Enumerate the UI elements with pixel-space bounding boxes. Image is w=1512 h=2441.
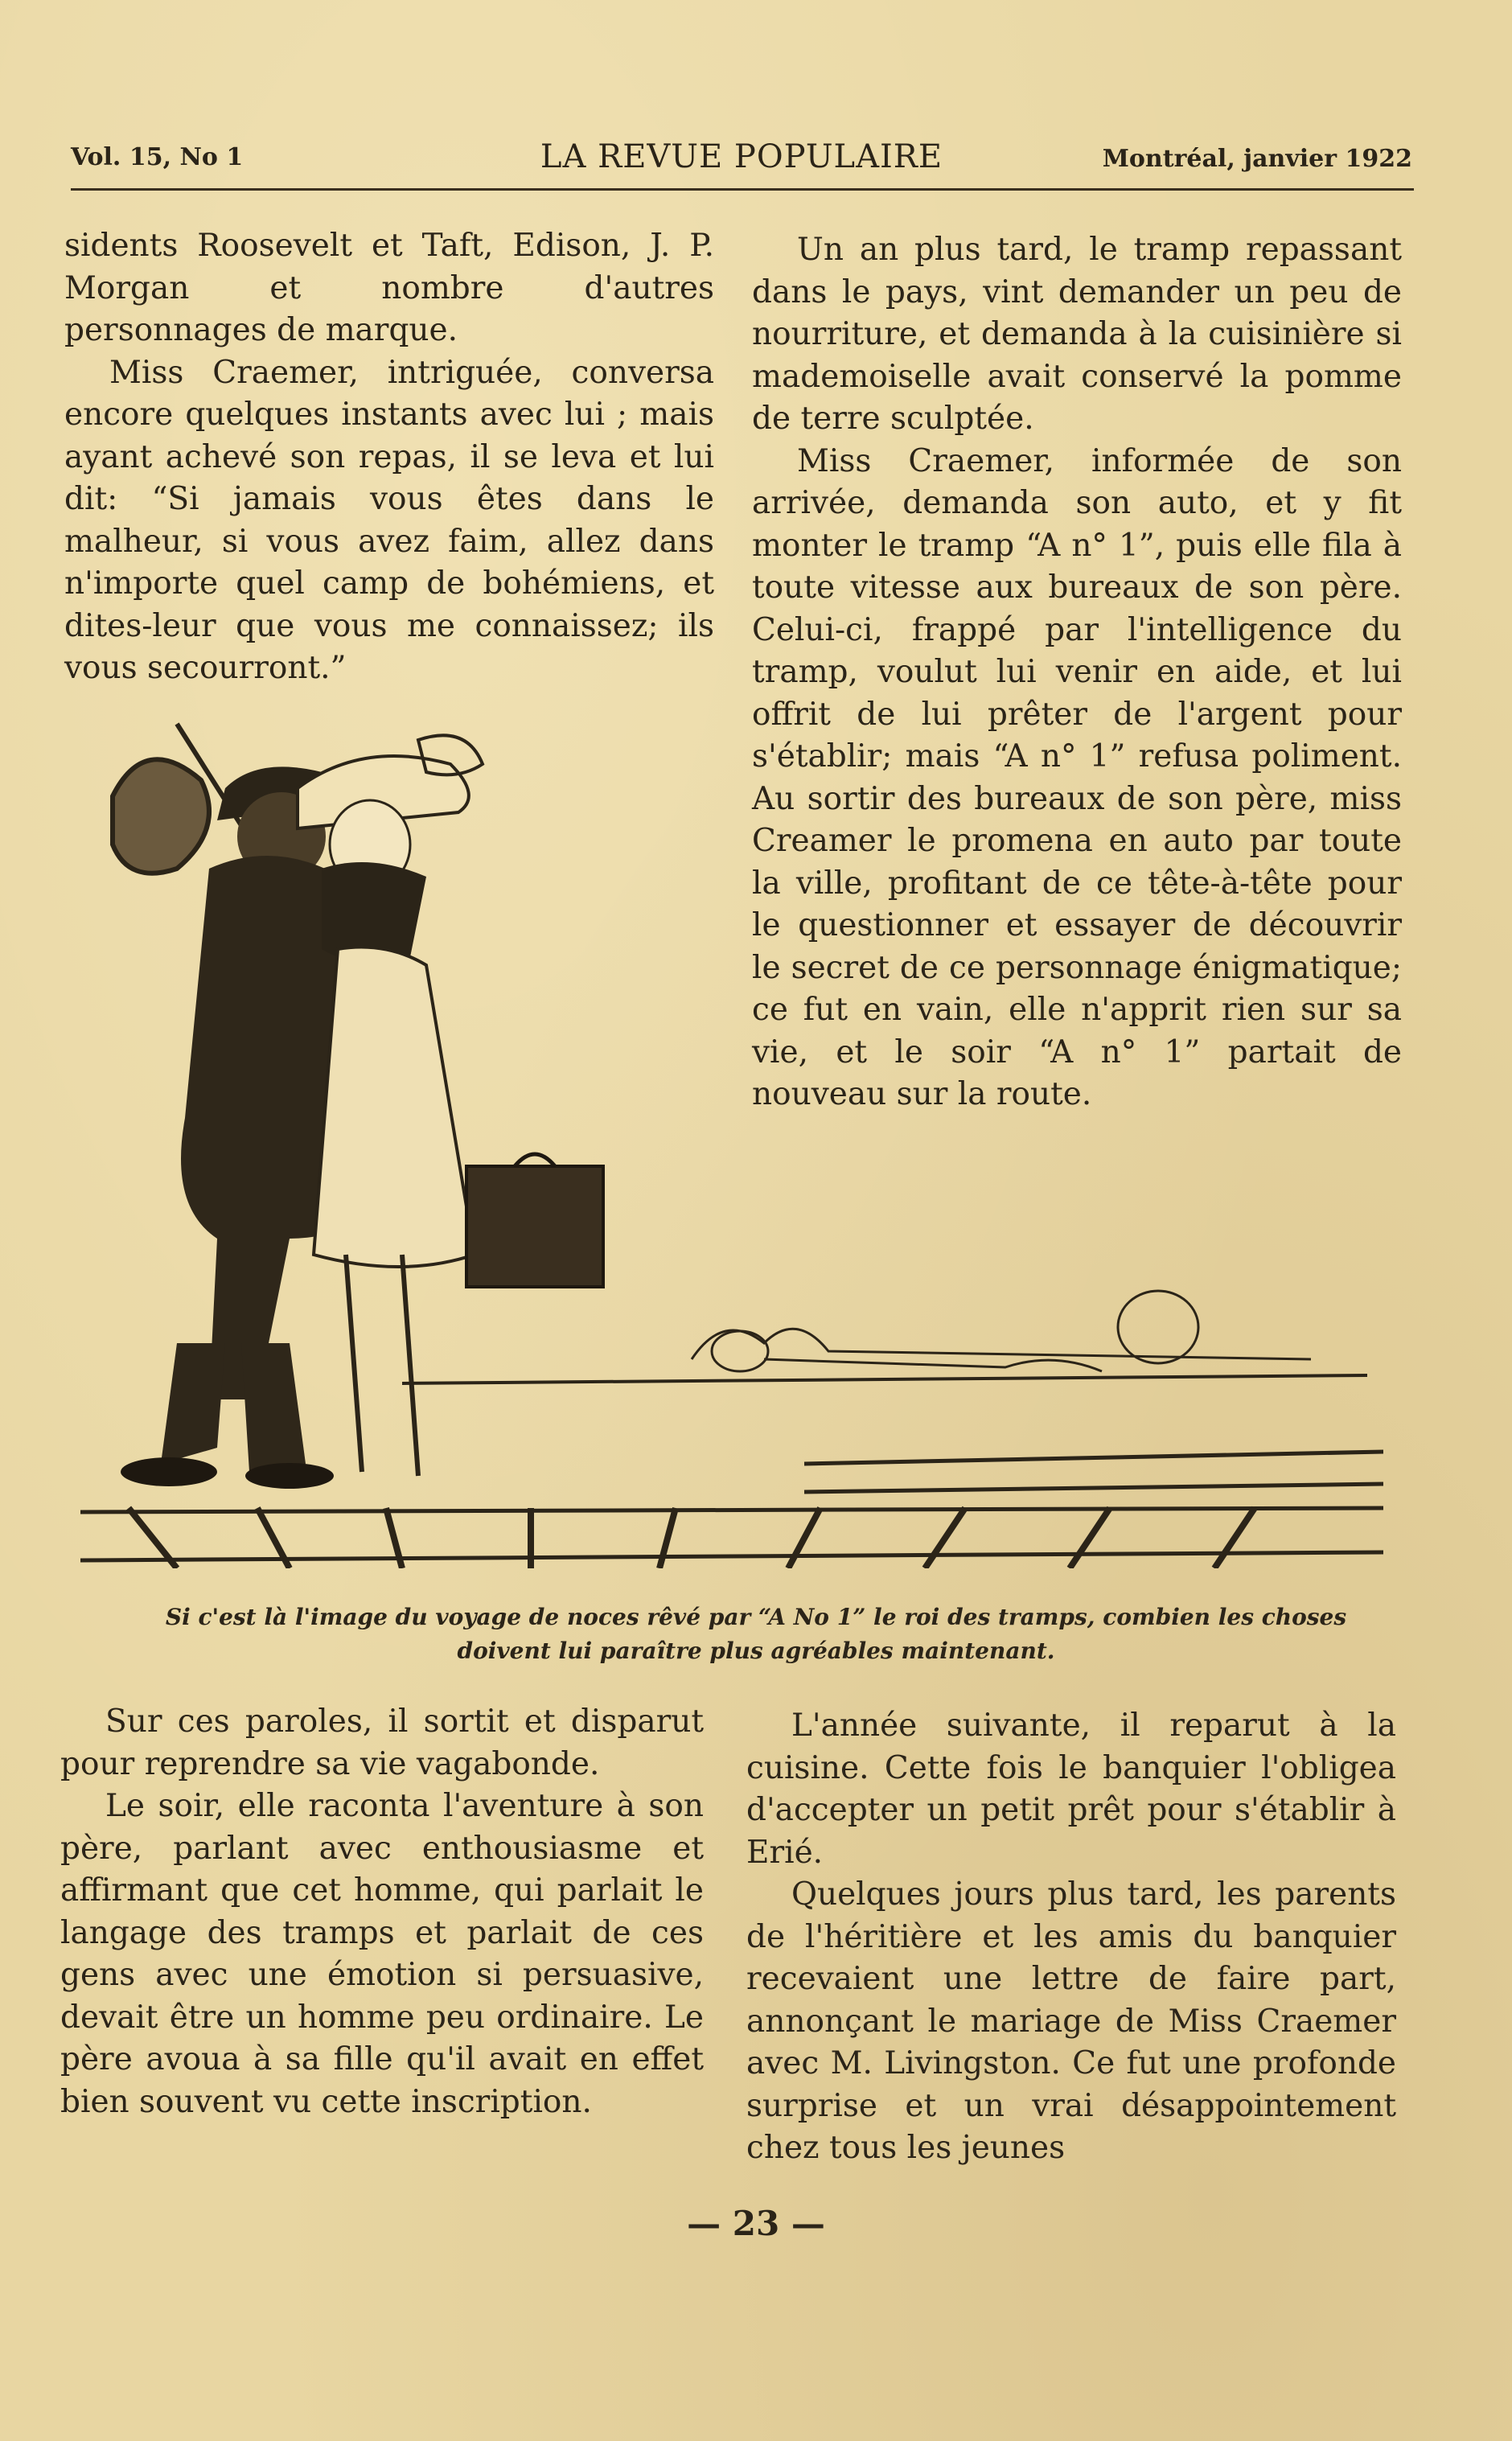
tramp-couple-illustration [80,716,1383,1568]
page-number: — 23 — [687,2204,825,2243]
issue-date: Montréal, janvier 1922 [1102,145,1412,173]
paragraph: Le soir, elle raconta l'aventure à son père, parlant avec enthousiasme et affirmant que cet homme, qui parlait le langage des tramps et parlait de ces gens avec une émotion si persuasive, devait être un homme peu ordinaire. Le père avoua à sa fille qu'il avait en effet bien souvent vu cette inscription. [60,1788,704,2120]
paragraph: sidents Roosevelt et Taft, Edison, J. P. Morgan et nombre d'autres personnages de marque. [64,228,714,348]
paragraph: Sur ces paroles, il sortit et disparut pour reprendre sa vie vagabonde. [60,1703,704,1782]
column-top-left [64,225,714,690]
paragraph: L'année suivante, il reparut à la cuisine. Cette fois le banquier l'obligea d'accepter un petit prêt pour s'établir à Erié. [746,1707,1396,1871]
illustration-caption [48,1601,1464,1668]
paragraph: Miss Craemer, informée de son arrivée, demanda son auto, et y fit monter le tramp “A n° 1”, puis elle fila à toute vitesse aux bureaux de son père. Celui-ci, frappé par l'intelligence du tramp, voulut lui venir en aide, et lui offrit de lui prêter de l'argent pour s'établir; mais “A n° 1” refusa poliment. Au sortir des bureaux de son père, miss Creamer le promena en auto par toute la ville, profitant de ce tête-à-tête pour le questionner et essayer de découvrir le secret de ce personnage énigmatique; ce fut en vain, elle n'apprit rien sur sa vie, et le soir “A n° 1” partait de nouveau sur la route. [752,442,1402,1112]
column-bottom-right [746,1705,1396,2170]
column-bottom-left [60,1701,704,2123]
volume-label: Vol. 15, No 1 [71,143,244,171]
magazine-title: LA REVUE POPULAIRE [540,138,943,175]
header-rule [71,188,1414,191]
paragraph: Un an plus tard, le tramp repassant dans le pays, vint demander un peu de nourriture, et demanda à la cuisinière si mademoiselle avait conservé la pomme de terre sculptée. [752,232,1402,437]
woman-figure [298,735,483,1476]
paragraph: Quelques jours plus tard, les parents de l'héritière et les amis du banquier recevaient une lettre de faire part, annonçant le mariage de Miss Craemer avec M. Livingston. Ce fut une profonde surprise et un vrai désappointement chez tous les jeunes [746,1876,1396,2166]
running-header [71,137,1412,185]
paragraph: Miss Craemer, intriguée, conversa encore quelques instants avec lui ; mais ayant achevé son repas, il se leva et lui dit: “Si jamais vous êtes dans le malheur, si vous avez faim, allez dans n'importe quel camp de bohémiens, et dites-leur que vous me connaissez; ils vous secourront.” [64,354,714,686]
caption-line: doivent lui paraître plus agréables maintenant. [457,1638,1055,1664]
suitcase [466,1154,603,1287]
caption-line: Si c'est là l'image du voyage de noces rêvé par “A No 1” le roi des tramps, combien les choses [165,1604,1347,1630]
